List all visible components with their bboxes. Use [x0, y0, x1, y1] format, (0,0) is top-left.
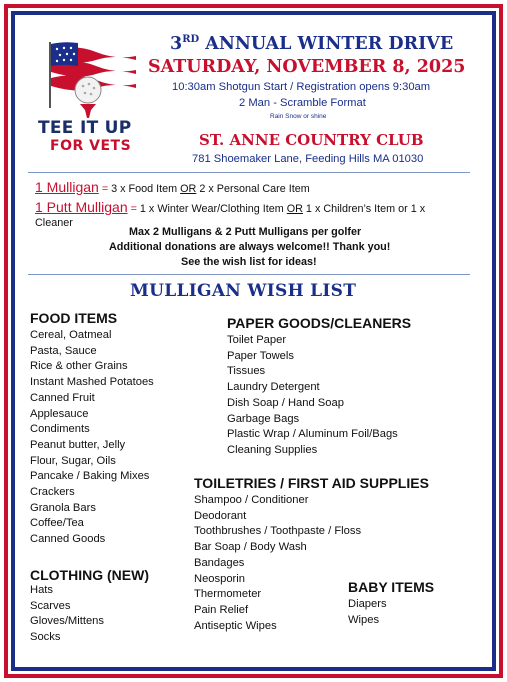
- list-item: Paper Towels: [227, 349, 294, 362]
- event-times: 10:30am Shotgun Start / Registration opens 9:30am: [172, 81, 431, 93]
- putt-mulligan-cont: Cleaner: [35, 217, 73, 229]
- list-item: Crackers: [30, 486, 75, 499]
- list-item: Peanut butter, Jelly: [30, 438, 126, 451]
- list-item: Rice & other Grains: [30, 360, 128, 373]
- toiletries-list: [194, 493, 361, 634]
- mulligan-line: [35, 179, 310, 195]
- baby-list: [348, 597, 387, 628]
- food-header: FOOD ITEMS: [30, 310, 118, 326]
- clothing-header: CLOTHING (NEW): [30, 567, 149, 583]
- divider-mid: [28, 274, 470, 275]
- list-item: Pasta, Sauce: [30, 344, 97, 357]
- list-item: Garbage Bags: [227, 412, 300, 425]
- list-item: Hats: [30, 584, 54, 596]
- mulligan-or: OR: [180, 183, 197, 195]
- food-list: [30, 328, 154, 548]
- title-rest: ANNUAL WINTER DRIVE: [199, 34, 454, 54]
- list-item: Tissues: [227, 365, 266, 378]
- event-rain: Rain Snow or shine: [270, 113, 327, 120]
- baby-header: BABY ITEMS: [348, 579, 435, 595]
- paper-list: [227, 333, 398, 459]
- paper-header: PAPER GOODS/CLEANERS: [227, 315, 412, 331]
- list-item: Cleaning Supplies: [227, 443, 318, 456]
- mulligan-option-a: 3 x Food Item: [111, 183, 181, 195]
- list-item: Applesauce: [30, 407, 89, 420]
- list-item: Coffee/Tea: [30, 517, 84, 530]
- list-item: Condiments: [30, 423, 90, 436]
- list-item: Scarves: [30, 599, 71, 612]
- clothing-list: [30, 583, 104, 646]
- list-item: Toilet Paper: [227, 334, 287, 346]
- mulligan-label: 1 Mulligan: [35, 179, 99, 195]
- additional-donations: Additional donations are always welcome!! Thank you!: [109, 241, 391, 253]
- list-item: Laundry Detergent: [227, 381, 320, 394]
- title-number: 3: [170, 34, 183, 54]
- list-item: Thermometer: [194, 588, 262, 601]
- flag-golf-ball-icon: [36, 38, 144, 120]
- divider-top: [28, 172, 470, 173]
- list-item: Pancake / Baking Mixes: [30, 470, 150, 483]
- mulligan-option-b: 2 x Personal Care Item: [196, 183, 310, 195]
- putt-or: OR: [286, 203, 303, 215]
- list-item: Gloves/Mittens: [30, 615, 104, 628]
- list-item: Bar Soap / Body Wash: [194, 541, 307, 554]
- venue-name: ST. ANNE COUNTRY CLUB: [199, 131, 424, 149]
- list-item: Granola Bars: [30, 501, 96, 514]
- putt-option-b: 1 x Children’s Item or 1 x: [302, 203, 426, 215]
- list-item: Socks: [30, 631, 61, 644]
- list-item: Cereal, Oatmeal: [30, 329, 112, 341]
- list-item: Flour, Sugar, Oils: [30, 454, 116, 467]
- max-mulligans: Max 2 Mulligans & 2 Putt Mulligans per golfer: [129, 226, 362, 238]
- list-item: Neosporin: [194, 572, 245, 585]
- putt-option-a: 1 x Winter Wear/Clothing Item: [139, 203, 287, 215]
- wishlist-title: MULLIGAN WISH LIST: [130, 281, 357, 301]
- list-item: Canned Fruit: [30, 391, 95, 404]
- venue-address: 781 Shoemaker Lane, Feeding Hills MA 01030: [192, 153, 424, 165]
- list-item: Wipes: [348, 613, 380, 626]
- list-item: Pain Relief: [194, 603, 249, 616]
- mulligan-eq: =: [98, 183, 112, 195]
- event-format: 2 Man - Scramble Format: [239, 97, 366, 109]
- toiletries-header: TOILETRIES / FIRST AID SUPPLIES: [194, 475, 429, 491]
- list-item: Antiseptic Wipes: [194, 619, 277, 632]
- list-item: Canned Goods: [30, 533, 106, 546]
- list-item: Shampoo / Conditioner: [194, 494, 309, 506]
- list-item: Plastic Wrap / Aluminum Foil/Bags: [227, 428, 398, 441]
- logo-line1: TEE IT UP: [38, 118, 132, 138]
- list-item: Bandages: [194, 556, 245, 569]
- list-item: Diapers: [348, 598, 387, 610]
- event-title: [170, 34, 453, 54]
- list-item: Instant Mashed Potatoes: [30, 376, 154, 389]
- title-ordinal: RD: [182, 34, 200, 46]
- logo-line2: FOR VETS: [50, 138, 132, 154]
- putt-mulligan-line: [35, 199, 425, 215]
- putt-mulligan-label: 1 Putt Mulligan: [35, 199, 128, 215]
- list-item: Deodorant: [194, 509, 247, 522]
- logo: [36, 38, 144, 162]
- list-item: Dish Soap / Hand Soap: [227, 396, 344, 409]
- event-date: SATURDAY, NOVEMBER 8, 2025: [148, 57, 466, 77]
- list-item: Toothbrushes / Toothpaste / Floss: [194, 525, 362, 538]
- see-wish-list: See the wish list for ideas!: [181, 256, 317, 268]
- putt-mulligan-eq: =: [127, 203, 140, 215]
